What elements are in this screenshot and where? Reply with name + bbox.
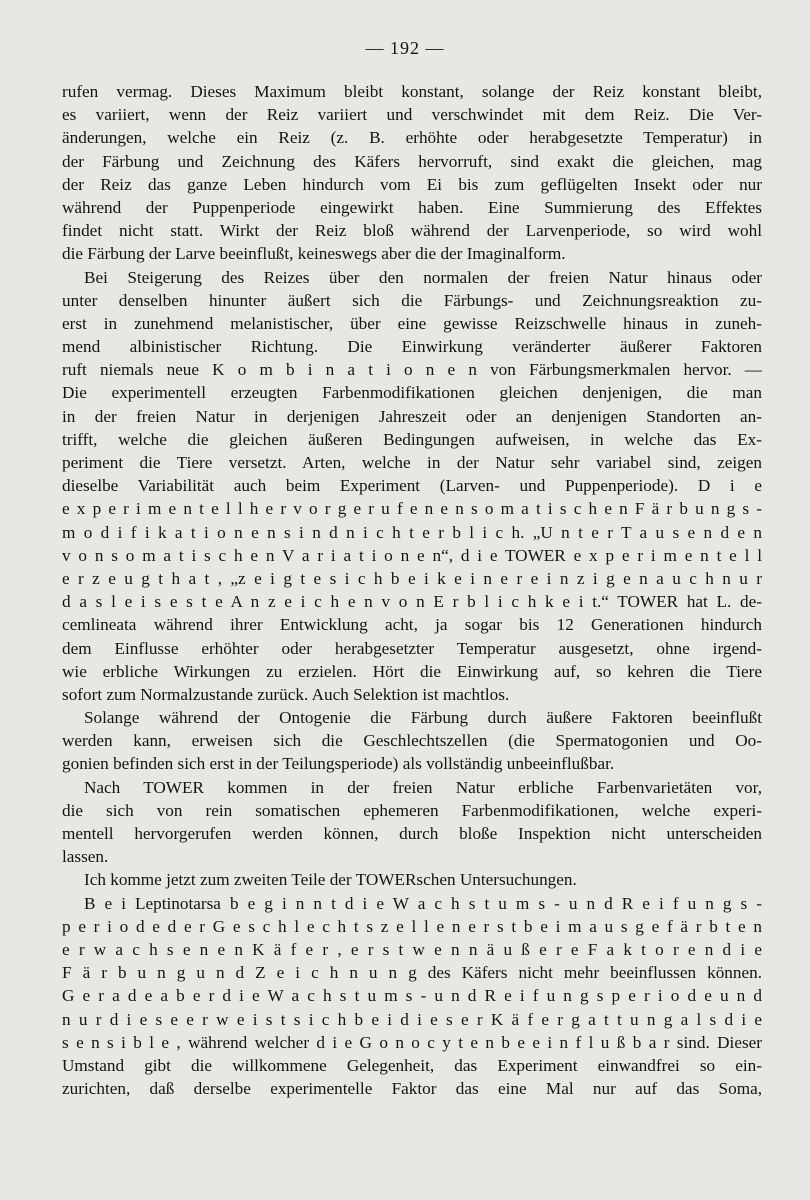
text-line: F ä r b u n g u n d Z e i c h n u n g des Käfers nicht mehr beeinflussen können. [62, 963, 762, 983]
text-line: mentell hervorgerufen werden können, durch bloße Inspektion nicht unterscheiden [62, 824, 762, 843]
text-line: Ich komme jetzt zum zweiten Teile der TOWERschen Untersuchungen. [84, 870, 577, 890]
text-line: erst in zunehmend melanistischer, über eine gewisse Reizschwelle hinaus in zuneh- [62, 313, 762, 333]
text-line: unter denselben hinunter äußert sich die Färbungs- und Zeichnungsreaktion zu- [62, 290, 762, 310]
text-line: dem Einflusse erhöhter oder herabgesetzter Temperatur ausgesetzt, ohne irgend- [62, 638, 762, 658]
text-line: p e r i o d e d e r G e s c h l e c h t s z e l l e n e r s t b e i m a u s g e f ä r b t e n [62, 916, 762, 936]
text-line: mend albinistischer Richtung. Die Einwirkung veränderter äußerer Faktoren [62, 337, 762, 357]
text-line: der Reiz das ganze Leben hindurch vom Ei bis zum geflügelten Insekt oder nur [62, 174, 762, 194]
text-line: änderungen, welche ein Reiz (z. B. erhöhte oder herabgesetzte Temperatur) in [62, 128, 762, 148]
text-line: dieselbe Variabilität auch beim Experiment (Larven- und Puppenperiode). D i e [62, 476, 762, 496]
page-number: — 192 — [365, 38, 445, 58]
text-line: Die experimentell erzeugten Farbenmodifikationen gleichen denjenigen, die man [62, 383, 762, 403]
text-line: v o n s o m a t i s c h e n V a r i a t i o n e n“, d i e TOWER e x p e r i m e n t e l l [62, 545, 762, 565]
text-line: während der Puppenperiode eingewirkt haben. Eine Summierung des Effektes [62, 197, 762, 217]
text-line: in der freien Natur in derjenigen Jahreszeit oder an denjenigen Standorten an- [62, 406, 762, 426]
text-line: zurichten, daß derselbe experimentelle Faktor das eine Mal nur auf das Soma, [62, 1079, 762, 1099]
text-line: B e i Leptinotarsa b e g i n n t d i e W a c h s t u m s - u n d R e i f u n g s - [84, 893, 762, 913]
text-line: findet nicht statt. Wirkt der Reiz bloß während der Larvenperiode, so wird wohl [62, 221, 762, 241]
text-line: G e r a d e a b e r d i e W a c h s t u m s - u n d R e i f u n g s p e r i o d e u n d [62, 986, 762, 1006]
text-line: der Färbung und Zeichnung des Käfers hervorruft, sind exakt die gleichen, mag [62, 151, 762, 171]
text-line: werden kann, erweisen sich die Geschlechtszellen (die Spermatogonien und Oo- [62, 731, 762, 751]
body-text [62, 80, 762, 1100]
text-line: Solange während der Ontogenie die Färbung durch äußere Faktoren beeinflußt [84, 708, 762, 728]
text-line: gonien befinden sich erst in der Teilungsperiode) als vollständig unbeeinflußbar. [62, 754, 615, 774]
text-line: wie erbliche Wirkungen zu erzielen. Hört die Einwirkung auf, so kehren die Tiere [62, 661, 762, 681]
text-line: sofort zum Normalzustande zurück. Auch Selektion ist machtlos. [62, 684, 510, 704]
text-line: ruft niemals neue K o m b i n a t i o n e n von Färbungsmerkmalen hervor. — [62, 360, 762, 380]
text-line: lassen. [62, 847, 109, 867]
text-line: e r w a c h s e n e n K ä f e r , e r s t w e n n ä u ß e r e F a k t o r e n d i e [62, 939, 762, 959]
text-line: e r z e u g t h a t , „z e i g t e s i c h b e i k e i n e r e i n z i g e n a u c h n u r [62, 568, 762, 588]
text-line: Nach TOWER kommen in der freien Natur erbliche Farbenvarietäten vor, [84, 777, 762, 797]
text-line: cemlineata während ihrer Entwicklung acht, ja sogar bis 12 Generationen hindurch [62, 615, 762, 635]
text-line: die Färbung der Larve beeinflußt, keineswegs aber die der Imaginalform. [62, 244, 566, 264]
text-line: e x p e r i m e n t e l l h e r v o r g e r u f e n e n s o m a t i s c h e n F ä r b u n g s - [62, 499, 762, 519]
text-line: n u r d i e s e e r w e i s t s i c h b e i d i e s e r K ä f e r g a t t u n g a l s d i e [62, 1009, 762, 1029]
text-line: Bei Steigerung des Reizes über den normalen der freien Natur hinaus oder [84, 267, 762, 287]
text-line: trifft, welche die gleichen äußeren Bedingungen aufweisen, in welche das Ex- [62, 429, 762, 449]
text-line: es variiert, wenn der Reiz variiert und verschwindet mit dem Reiz. Die Ver- [62, 105, 762, 125]
text-line: s e n s i b l e , während welcher d i e G o n o c y t e n b e e i n f l u ß b a r sind. Dieser [62, 1032, 762, 1052]
text-line: periment die Tiere versetzt. Arten, welche in der Natur sehr variabel sind, zeigen [62, 453, 762, 472]
text-line: rufen vermag. Dieses Maximum bleibt konstant, solange der Reiz konstant bleibt, [62, 82, 762, 101]
text-line: Umstand gibt die willkommene Gelegenheit, das Experiment einwandfrei so ein- [62, 1055, 762, 1075]
text-line: die sich von rein somatischen ephemeren Farbenmodifikationen, welche experi- [62, 800, 762, 820]
text-line: d a s l e i s e s t e A n z e i c h e n v o n E r b l i c h k e i t.“ TOWER hat L. de- [62, 592, 762, 612]
text-line: m o d i f i k a t i o n e n s i n d n i c h t e r b l i c h. „U n t e r T a u s e n d e n [62, 522, 762, 542]
